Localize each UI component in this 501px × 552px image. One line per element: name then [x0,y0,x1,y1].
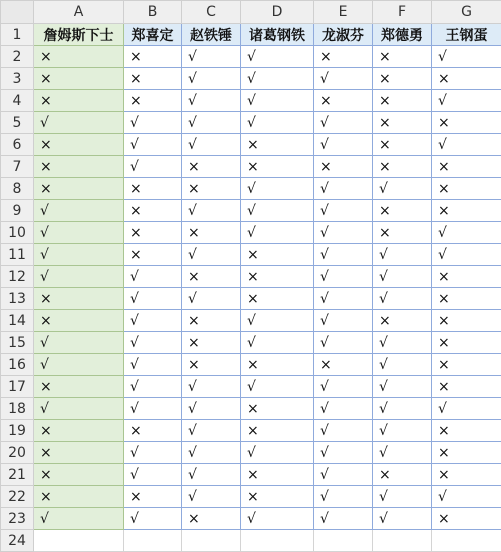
header-cell-f[interactable]: 郑德勇 [373,24,432,46]
cell-d3[interactable]: √ [241,68,314,90]
cell-a9[interactable]: √ [34,200,124,222]
cell-c15[interactable]: × [182,332,241,354]
cell-d19[interactable]: × [241,420,314,442]
cell-f7[interactable]: × [373,156,432,178]
cell-f4[interactable]: × [373,90,432,112]
cell-b3[interactable]: × [124,68,182,90]
cell-g20[interactable]: × [432,442,501,464]
cell-e3[interactable]: √ [314,68,373,90]
cell-e15[interactable]: √ [314,332,373,354]
cell-c8[interactable]: × [182,178,241,200]
cell-f17[interactable]: √ [373,376,432,398]
row-header[interactable]: 19 [1,420,34,442]
cell-g16[interactable]: × [432,354,501,376]
row-header[interactable]: 11 [1,244,34,266]
cell-d4[interactable]: √ [241,90,314,112]
cell-g10[interactable]: √ [432,222,501,244]
cell-d20[interactable]: √ [241,442,314,464]
cell-a4[interactable]: × [34,90,124,112]
cell-b24[interactable] [124,530,182,552]
cell-a18[interactable]: √ [34,398,124,420]
row-header[interactable]: 8 [1,178,34,200]
table-row [1,376,501,398]
cell-b12[interactable]: √ [124,266,182,288]
table-row [1,200,501,222]
cell-a21[interactable]: × [34,464,124,486]
column-header-e[interactable]: E [314,1,373,24]
cell-a7[interactable]: × [34,156,124,178]
table-row [1,134,501,156]
row-header[interactable]: 23 [1,508,34,530]
cell-c14[interactable]: × [182,310,241,332]
cell-g5[interactable]: × [432,112,501,134]
cell-e21[interactable]: √ [314,464,373,486]
table-row [1,310,501,332]
table-row [1,112,501,134]
cell-g22[interactable]: √ [432,486,501,508]
column-header-f[interactable]: F [373,1,432,24]
cell-d9[interactable]: √ [241,200,314,222]
cell-f2[interactable]: × [373,46,432,68]
cell-a16[interactable]: √ [34,354,124,376]
cell-a13[interactable]: × [34,288,124,310]
cell-d10[interactable]: √ [241,222,314,244]
cell-d8[interactable]: √ [241,178,314,200]
cell-f3[interactable]: × [373,68,432,90]
table-row [1,420,501,442]
table-row [1,398,501,420]
cell-b9[interactable]: × [124,200,182,222]
cell-e19[interactable]: √ [314,420,373,442]
cell-b16[interactable]: √ [124,354,182,376]
cell-c24[interactable] [182,530,241,552]
cell-b13[interactable]: √ [124,288,182,310]
table-row [1,266,501,288]
cell-e10[interactable]: √ [314,222,373,244]
cell-e22[interactable]: √ [314,486,373,508]
cell-d11[interactable]: × [241,244,314,266]
cell-d24[interactable] [241,530,314,552]
cell-e12[interactable]: √ [314,266,373,288]
cell-c7[interactable]: × [182,156,241,178]
cell-g14[interactable]: × [432,310,501,332]
cell-g21[interactable]: × [432,464,501,486]
cell-e11[interactable]: √ [314,244,373,266]
row-header[interactable]: 22 [1,486,34,508]
table-row [1,464,501,486]
cell-f5[interactable]: × [373,112,432,134]
cell-f24[interactable] [373,530,432,552]
cell-f20[interactable]: √ [373,442,432,464]
row-header[interactable]: 9 [1,200,34,222]
cell-g17[interactable]: × [432,376,501,398]
cell-c13[interactable]: √ [182,288,241,310]
cell-g9[interactable]: × [432,200,501,222]
cell-e24[interactable] [314,530,373,552]
cell-a6[interactable]: × [34,134,124,156]
header-cell-a[interactable]: 詹姆斯下士 [34,24,124,46]
cell-e16[interactable]: × [314,354,373,376]
cell-b17[interactable]: √ [124,376,182,398]
column-header-row [1,1,501,24]
table-row-empty [1,530,501,552]
cell-a17[interactable]: × [34,376,124,398]
cell-b15[interactable]: √ [124,332,182,354]
cell-c17[interactable]: √ [182,376,241,398]
cell-f6[interactable]: × [373,134,432,156]
cell-g4[interactable]: √ [432,90,501,112]
cell-e13[interactable]: √ [314,288,373,310]
table-row [1,222,501,244]
table-row [1,442,501,464]
cell-a2[interactable]: × [34,46,124,68]
cell-d23[interactable]: √ [241,508,314,530]
cell-e17[interactable]: √ [314,376,373,398]
cell-e5[interactable]: √ [314,112,373,134]
cell-c12[interactable]: × [182,266,241,288]
cell-e9[interactable]: √ [314,200,373,222]
cell-g15[interactable]: × [432,332,501,354]
cell-e18[interactable]: √ [314,398,373,420]
cell-b20[interactable]: √ [124,442,182,464]
cell-g19[interactable]: × [432,420,501,442]
cell-g3[interactable]: × [432,68,501,90]
cell-a12[interactable]: √ [34,266,124,288]
cell-c20[interactable]: √ [182,442,241,464]
cell-e8[interactable]: √ [314,178,373,200]
cell-d22[interactable]: × [241,486,314,508]
cell-a15[interactable]: √ [34,332,124,354]
cell-a22[interactable]: × [34,486,124,508]
row-header[interactable]: 13 [1,288,34,310]
cell-f23[interactable]: √ [373,508,432,530]
cell-b18[interactable]: √ [124,398,182,420]
cell-b8[interactable]: × [124,178,182,200]
cell-a11[interactable]: √ [34,244,124,266]
cell-g6[interactable]: √ [432,134,501,156]
cell-e7[interactable]: × [314,156,373,178]
cell-f9[interactable]: × [373,200,432,222]
row-header[interactable]: 4 [1,90,34,112]
cell-a10[interactable]: √ [34,222,124,244]
cell-c10[interactable]: × [182,222,241,244]
table-row [1,46,501,68]
column-header-g[interactable]: G [432,1,501,24]
cell-d13[interactable]: × [241,288,314,310]
cell-a3[interactable]: × [34,68,124,90]
table-row [1,156,501,178]
cell-b23[interactable]: √ [124,508,182,530]
table-row [1,178,501,200]
cell-f15[interactable]: √ [373,332,432,354]
table-row [1,68,501,90]
row-header[interactable]: 20 [1,442,34,464]
cell-f8[interactable]: √ [373,178,432,200]
cell-b6[interactable]: √ [124,134,182,156]
cell-c9[interactable]: √ [182,200,241,222]
cell-g12[interactable]: × [432,266,501,288]
column-header-a[interactable]: A [34,1,124,24]
cell-f18[interactable]: √ [373,398,432,420]
row-header[interactable]: 18 [1,398,34,420]
cell-d18[interactable]: × [241,398,314,420]
cell-e20[interactable]: √ [314,442,373,464]
row-header[interactable]: 15 [1,332,34,354]
select-all-corner[interactable] [1,1,34,24]
cell-f10[interactable]: × [373,222,432,244]
cell-c21[interactable]: √ [182,464,241,486]
column-header-c[interactable]: C [182,1,241,24]
row-header[interactable]: 14 [1,310,34,332]
cell-g13[interactable]: × [432,288,501,310]
header-cell-g[interactable]: 王钢蛋 [432,24,501,46]
table-row [1,332,501,354]
header-cell-b[interactable]: 郑喜定 [124,24,182,46]
cell-b4[interactable]: × [124,90,182,112]
cell-g11[interactable]: √ [432,244,501,266]
cell-f13[interactable]: √ [373,288,432,310]
cell-d6[interactable]: × [241,134,314,156]
cell-c22[interactable]: √ [182,486,241,508]
row-header[interactable]: 6 [1,134,34,156]
table-row [1,244,501,266]
cell-a23[interactable]: √ [34,508,124,530]
row-header[interactable]: 17 [1,376,34,398]
row-header[interactable]: 24 [1,530,34,552]
cell-a8[interactable]: × [34,178,124,200]
column-header-d[interactable]: D [241,1,314,24]
table-row [1,288,501,310]
cell-a20[interactable]: × [34,442,124,464]
cell-d21[interactable]: × [241,464,314,486]
cell-c4[interactable]: √ [182,90,241,112]
cell-d12[interactable]: × [241,266,314,288]
cell-f16[interactable]: √ [373,354,432,376]
cell-g18[interactable]: √ [432,398,501,420]
header-cell-c[interactable]: 赵铁锤 [182,24,241,46]
cell-c11[interactable]: √ [182,244,241,266]
cell-b14[interactable]: √ [124,310,182,332]
cell-f19[interactable]: √ [373,420,432,442]
row-header[interactable]: 16 [1,354,34,376]
row-header[interactable]: 2 [1,46,34,68]
row-header[interactable]: 1 [1,24,34,46]
cell-d14[interactable]: √ [241,310,314,332]
cell-f14[interactable]: × [373,310,432,332]
cell-a14[interactable]: × [34,310,124,332]
cell-b2[interactable]: × [124,46,182,68]
cell-c5[interactable]: √ [182,112,241,134]
column-header-b[interactable]: B [124,1,182,24]
table-row [1,486,501,508]
cell-e2[interactable]: × [314,46,373,68]
cell-g24[interactable] [432,530,501,552]
header-cell-d[interactable]: 诸葛钢铁 [241,24,314,46]
cell-c16[interactable]: × [182,354,241,376]
cell-g2[interactable]: √ [432,46,501,68]
cell-f21[interactable]: × [373,464,432,486]
cell-d2[interactable]: √ [241,46,314,68]
cell-g23[interactable]: × [432,508,501,530]
cell-e6[interactable]: √ [314,134,373,156]
cell-g7[interactable]: × [432,156,501,178]
cell-b19[interactable]: × [124,420,182,442]
cell-a5[interactable]: √ [34,112,124,134]
cell-c3[interactable]: √ [182,68,241,90]
cell-f11[interactable]: √ [373,244,432,266]
cell-c2[interactable]: √ [182,46,241,68]
cell-c18[interactable]: √ [182,398,241,420]
cell-e14[interactable]: √ [314,310,373,332]
table-row [1,508,501,530]
cell-d16[interactable]: × [241,354,314,376]
cell-b21[interactable]: √ [124,464,182,486]
row-header[interactable]: 10 [1,222,34,244]
row-header[interactable]: 5 [1,112,34,134]
cell-d7[interactable]: × [241,156,314,178]
cell-e23[interactable]: √ [314,508,373,530]
header-cell-e[interactable]: 龙淑芬 [314,24,373,46]
cell-c6[interactable]: √ [182,134,241,156]
cell-f12[interactable]: √ [373,266,432,288]
cell-g8[interactable]: × [432,178,501,200]
cell-b5[interactable]: √ [124,112,182,134]
cell-c23[interactable]: × [182,508,241,530]
cell-b7[interactable]: √ [124,156,182,178]
row-header[interactable]: 21 [1,464,34,486]
row-header[interactable]: 12 [1,266,34,288]
row-header[interactable]: 3 [1,68,34,90]
cell-b11[interactable]: × [124,244,182,266]
cell-f22[interactable]: √ [373,486,432,508]
table-row [1,90,501,112]
cell-b22[interactable]: × [124,486,182,508]
cell-c19[interactable]: √ [182,420,241,442]
cell-d15[interactable]: √ [241,332,314,354]
cell-b10[interactable]: × [124,222,182,244]
cell-d17[interactable]: √ [241,376,314,398]
cell-d5[interactable]: √ [241,112,314,134]
cell-e4[interactable]: × [314,90,373,112]
table-row [1,354,501,376]
cell-a24[interactable] [34,530,124,552]
cell-a19[interactable]: × [34,420,124,442]
table-header-row [1,24,501,46]
row-header[interactable]: 7 [1,156,34,178]
